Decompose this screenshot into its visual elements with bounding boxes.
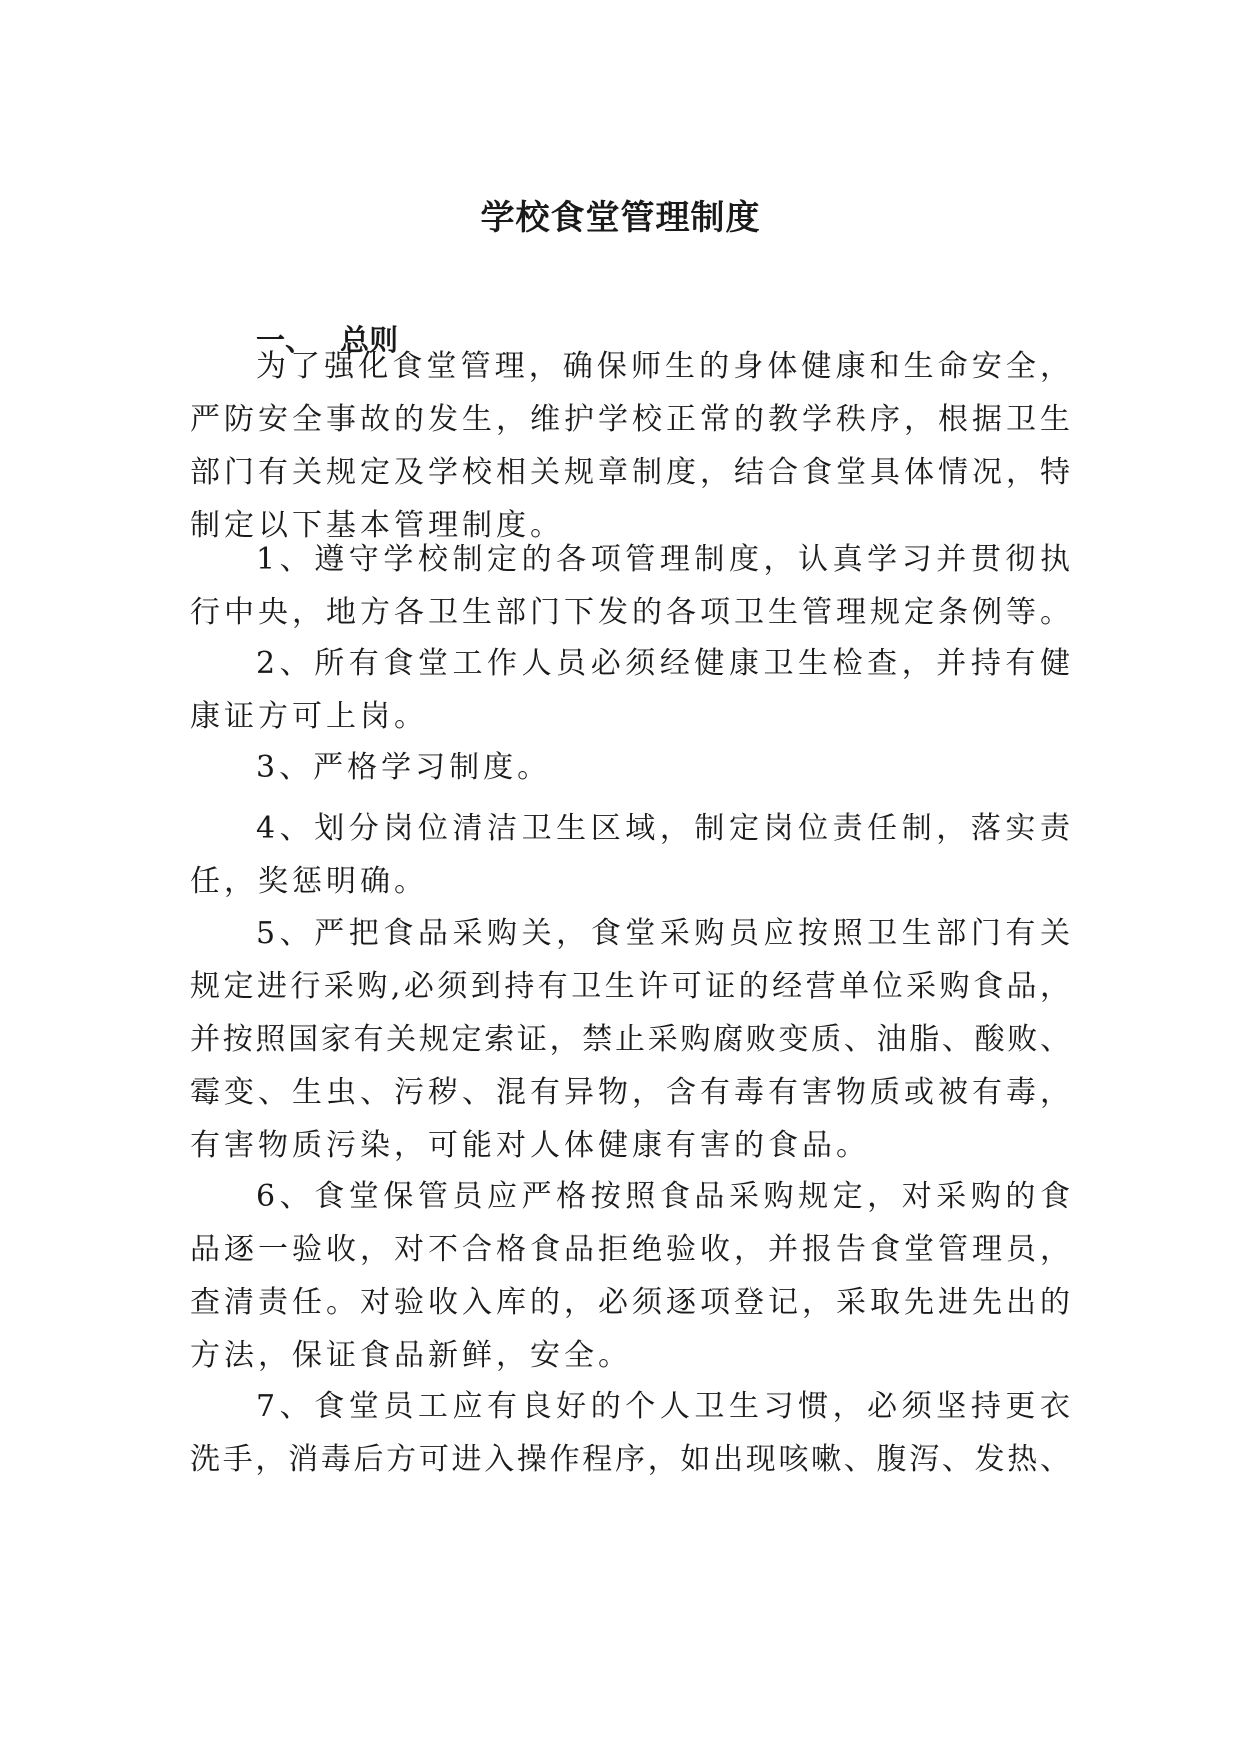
paragraph-line: 部门有关规定及学校相关规章制度，结合食堂具体情况，特 <box>190 455 1070 490</box>
paragraph-line: 1、遵守学校制定的各项管理制度，认真学习并贯彻执 <box>256 542 1070 577</box>
paragraph-line: 2、所有食堂工作人员必须经健康卫生检查，并持有健 <box>256 646 1070 681</box>
paragraph-item-3 <box>190 741 1070 794</box>
paragraph-line: 有害物质污染，可能对人体健康有害的食品。 <box>190 1128 870 1163</box>
paragraph-line: 查清责任。对验收入库的，必须逐项登记，采取先进先出的 <box>190 1285 1070 1320</box>
paragraph-line: 霉变、生虫、污秽、混有异物，含有毒有害物质或被有毒， <box>190 1075 1070 1110</box>
paragraph-line: 6、食堂保管员应严格按照食品采购规定，对采购的食 <box>256 1179 1070 1214</box>
paragraph-line: 方法，保证食品新鲜，安全。 <box>190 1338 632 1373</box>
paragraph-line: 3、严格学习制度。 <box>256 750 552 785</box>
document-title: 学校食堂管理制度 <box>480 198 761 238</box>
paragraph-item-5 <box>190 907 1070 1172</box>
section-title: 总则 <box>340 323 399 357</box>
paragraph-line: 康证方可上岗。 <box>190 699 428 734</box>
paragraph-item-1 <box>190 533 1070 639</box>
section-number: 一、 <box>256 323 315 357</box>
paragraph-intro <box>190 340 1070 552</box>
paragraph-line: 任，奖惩明确。 <box>190 864 428 899</box>
paragraph-line: 行中央，地方各卫生部门下发的各项卫生管理规定条例等。 <box>190 595 1070 630</box>
paragraph-line: 严防安全事故的发生，维护学校正常的教学秩序，根据卫生 <box>190 402 1070 437</box>
paragraph-item-7 <box>190 1380 1070 1486</box>
paragraph-item-4 <box>190 802 1070 908</box>
paragraph-line: 5、严把食品采购关，食堂采购员应按照卫生部门有关 <box>256 916 1070 951</box>
paragraph-line: 制定以下基本管理制度。 <box>190 508 564 543</box>
paragraph-line: 洗手，消毒后方可进入操作程序，如出现咳嗽、腹泻、发热、 <box>190 1442 1070 1477</box>
paragraph-line: 7、食堂员工应有良好的个人卫生习惯，必须坚持更衣 <box>256 1389 1070 1424</box>
paragraph-line: 规定进行采购,必须到持有卫生许可证的经营单位采购食品， <box>190 969 1070 1004</box>
paragraph-item-6 <box>190 1170 1070 1382</box>
paragraph-line: 并按照国家有关规定索证，禁止采购腐败变质、油脂、酸败、 <box>190 1022 1070 1057</box>
paragraph-line: 品逐一验收，对不合格食品拒绝验收，并报告食堂管理员， <box>190 1232 1070 1267</box>
paragraph-line: 为了强化食堂管理，确保师生的身体健康和生命安全， <box>256 349 1070 384</box>
paragraph-item-2 <box>190 637 1070 743</box>
paragraph-line: 4、划分岗位清洁卫生区域，制定岗位责任制，落实责 <box>256 811 1070 846</box>
